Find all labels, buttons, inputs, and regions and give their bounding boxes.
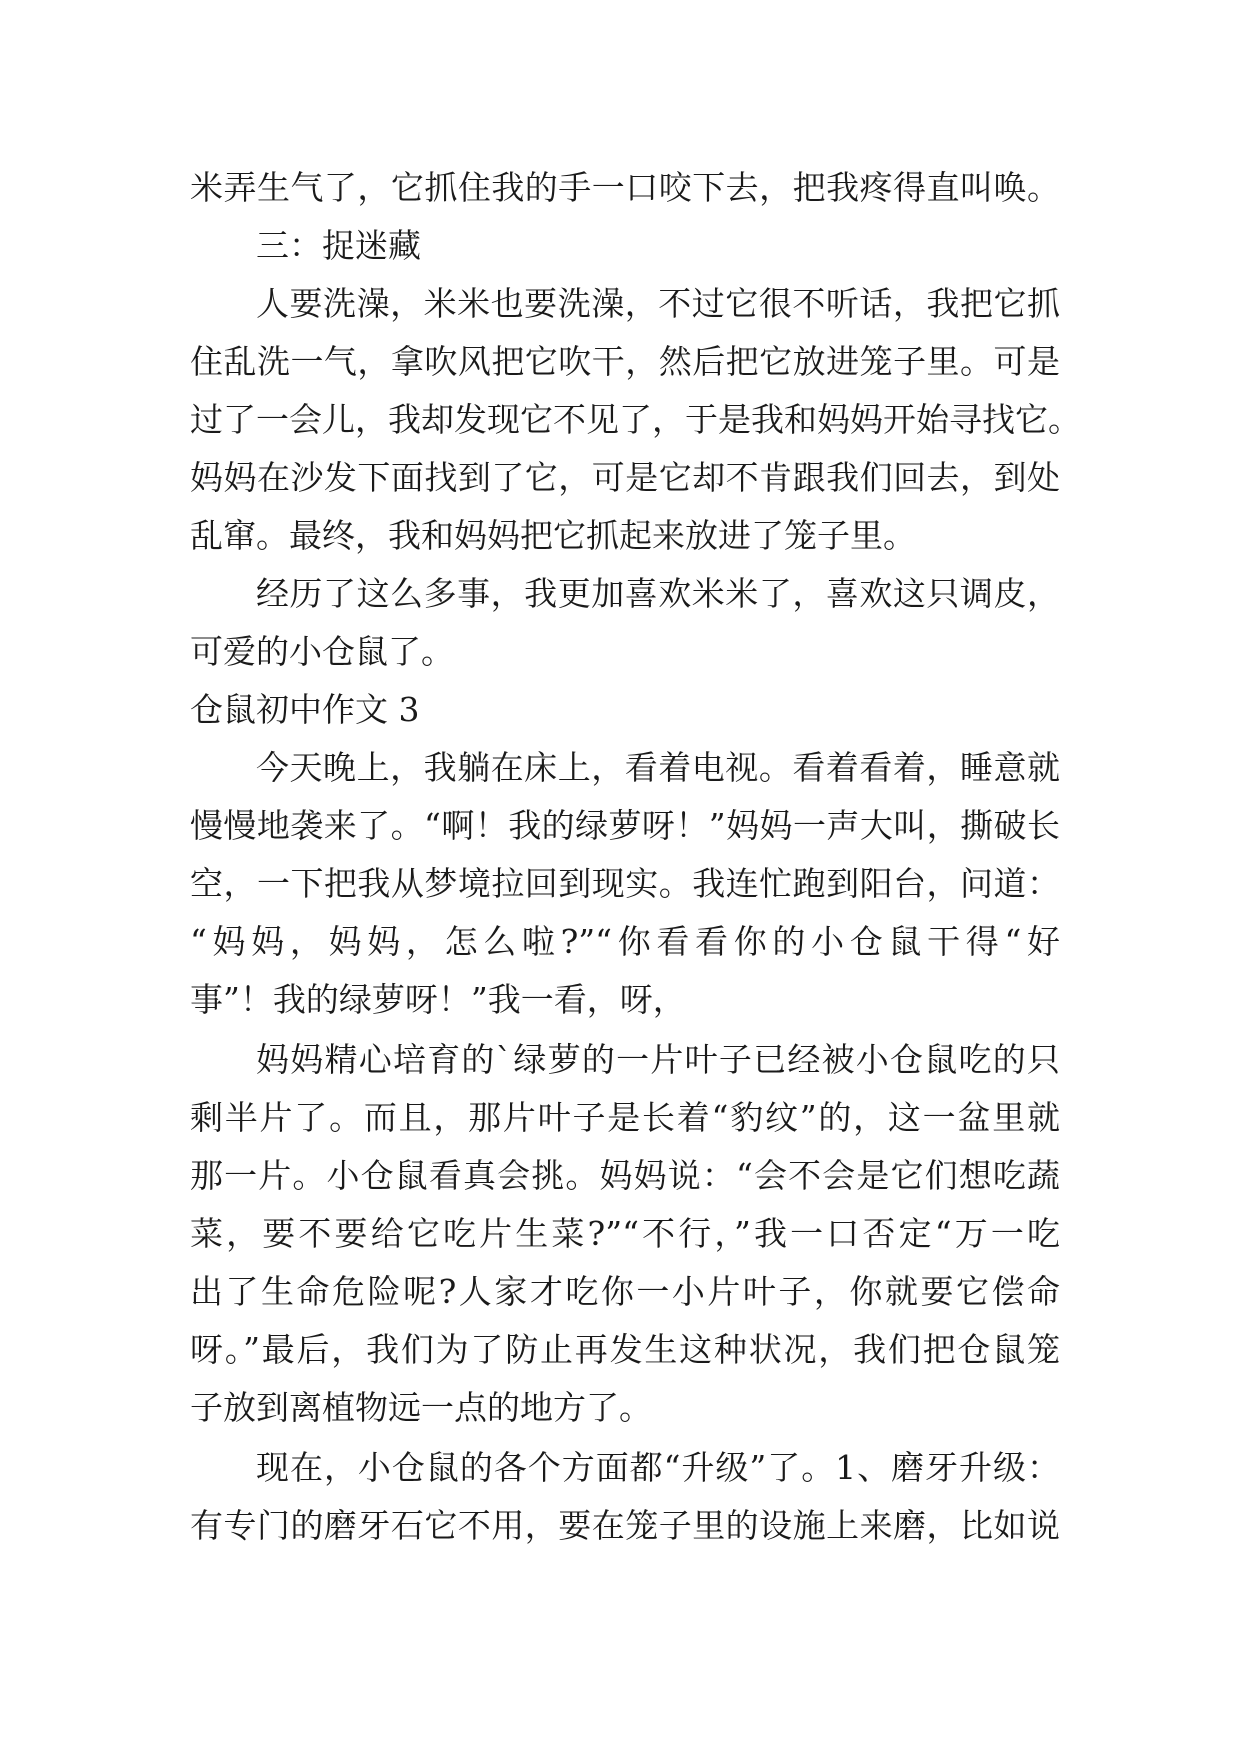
- text-line: 妈妈在沙发下面找到了它，可是它却不肯跟我们回去，到处: [190, 458, 1060, 497]
- text-line: 呀。”最后，我们为了防止再发生这种状况，我们把仓鼠笼: [190, 1330, 1060, 1369]
- text-line: 出了生命危险呢?人家才吃你一小片叶子，你就要它偿命: [190, 1272, 1060, 1311]
- text-line: 事”！我的绿萝呀！”我一看，呀，: [190, 980, 686, 1019]
- text-line: 有专门的磨牙石它不用，要在笼子里的设施上来磨，比如说: [190, 1506, 1060, 1545]
- text-line: “妈妈，妈妈，怎么啦?”“你看看你的小仓鼠干得“好: [190, 922, 1060, 961]
- text-line: 菜，要不要给它吃片生菜?”“不行，”我一口否定“万一吃: [190, 1214, 1060, 1253]
- text-line: 今天晚上，我躺在床上，看着电视。看着看着，睡意就: [256, 748, 1060, 787]
- text-line: 妈妈精心培育的`绿萝的一片叶子已经被小仓鼠吃的只: [256, 1040, 1060, 1079]
- text-line: 住乱洗一气，拿吹风把它吹干，然后把它放进笼子里。可是: [190, 342, 1060, 381]
- essay-title: 仓鼠初中作文 3: [190, 690, 420, 729]
- text-line: 现在，小仓鼠的各个方面都“升级”了。1、磨牙升级：: [256, 1448, 1060, 1487]
- section-heading: 三：捉迷藏: [256, 226, 421, 265]
- text-line: 可爱的小仓鼠了。: [190, 632, 454, 671]
- text-line: 剩半片了。而且，那片叶子是长着“豹纹”的，这一盆里就: [190, 1098, 1060, 1137]
- text-line: 那一片。小仓鼠看真会挑。妈妈说：“会不会是它们想吃蔬: [190, 1156, 1060, 1195]
- text-line: 乱窜。最终，我和妈妈把它抓起来放进了笼子里。: [190, 516, 916, 555]
- text-line: 人要洗澡，米米也要洗澡，不过它很不听话，我把它抓: [256, 284, 1060, 323]
- text-line: 经历了这么多事，我更加喜欢米米了，喜欢这只调皮，: [256, 574, 1060, 613]
- text-line: 子放到离植物远一点的地方了。: [190, 1388, 652, 1427]
- text-line: 空，一下把我从梦境拉回到现实。我连忙跑到阳台，问道：: [190, 864, 1060, 903]
- text-line: 慢慢地袭来了。“啊！我的绿萝呀！”妈妈一声大叫，撕破长: [190, 806, 1060, 845]
- text-line: 过了一会儿，我却发现它不见了，于是我和妈妈开始寻找它。: [190, 400, 1081, 439]
- text-line: 米弄生气了，它抓住我的手一口咬下去，把我疼得直叫唤。: [190, 168, 1060, 207]
